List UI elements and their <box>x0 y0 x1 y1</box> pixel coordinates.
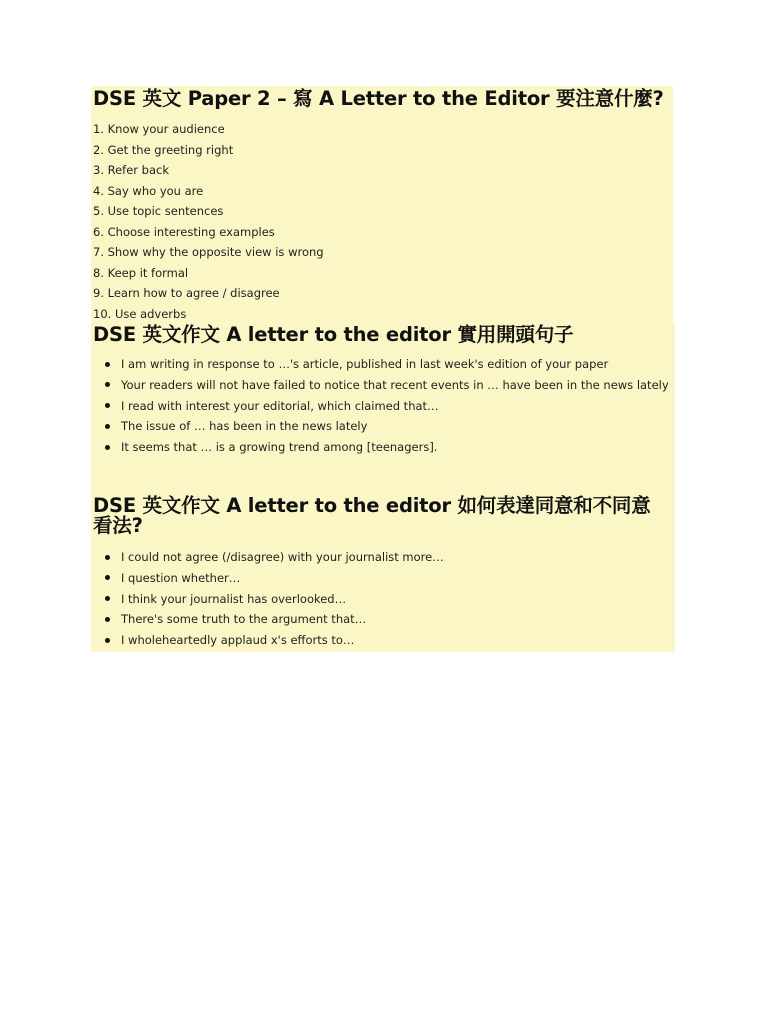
bullet-icon <box>105 617 110 622</box>
list-item: 6. Choose interesting examples <box>93 224 275 239</box>
list-item: 1. Know your audience <box>93 122 225 136</box>
bullet-icon <box>105 403 110 408</box>
list-item-text: I read with interest your editorial, which claimed that… <box>121 398 439 413</box>
list-item-text: The issue of … has been in the news lately <box>121 419 368 434</box>
list-item <box>103 354 669 375</box>
list-item-text: I question whether… <box>121 570 241 585</box>
list-item: 9. Learn how to agree / disagree <box>93 286 280 300</box>
list-item <box>103 589 444 610</box>
list-item: 10. Use adverbs <box>93 306 187 321</box>
list-item-text: I think your journalist has overlooked… <box>121 591 347 606</box>
tips-list <box>93 119 324 324</box>
bullet-icon <box>105 362 110 367</box>
list-item: 4. Say who you are <box>93 183 204 198</box>
bullet-icon <box>105 382 110 387</box>
agree-disagree-heading: DSE 英文作文 A letter to the editor 如何表達同意和不同意看法? <box>93 494 651 537</box>
bullet-icon <box>105 575 110 580</box>
list-item <box>103 437 669 458</box>
bullet-icon <box>105 555 110 560</box>
list-item: 8. Keep it formal <box>93 265 189 280</box>
list-item <box>103 547 444 568</box>
list-item <box>103 416 669 437</box>
list-item-text: It seems that … is a growing trend among [teenagers]. <box>121 440 438 455</box>
list-item: 3. Refer back <box>93 163 170 177</box>
bullet-icon <box>105 638 110 643</box>
bullet-icon <box>105 424 110 429</box>
list-item: 5. Use topic sentences <box>93 204 224 218</box>
list-item: 2. Get the greeting right <box>93 142 234 157</box>
bullet-icon <box>105 445 110 450</box>
tips-section <box>91 86 673 322</box>
list-item <box>103 568 444 589</box>
tips-heading: DSE 英文 Paper 2 – 寫 A Letter to the Editor 要注意什麼? <box>93 87 664 110</box>
list-item-text: I wholeheartedly applaud x's efforts to… <box>121 633 355 648</box>
phrases-section <box>91 322 675 652</box>
list-item <box>103 375 669 396</box>
list-item <box>103 396 669 417</box>
list-item <box>103 609 444 630</box>
opening-sentences-heading: DSE 英文作文 A letter to the editor 實用開頭句子 <box>93 323 574 346</box>
list-item-text: Your readers will not have failed to notice that recent events in … have been in the news lately <box>121 377 669 392</box>
list-item <box>103 630 444 651</box>
agree-disagree-list <box>103 547 444 651</box>
list-item-text: I could not agree (/disagree) with your journalist more… <box>121 550 444 564</box>
bullet-icon <box>105 596 110 601</box>
list-item-text: I am writing in response to …'s article, published in last week's edition of your paper <box>121 357 609 371</box>
opening-sentences-list <box>103 354 669 458</box>
list-item-text: There's some truth to the argument that… <box>121 612 367 627</box>
list-item: 7. Show why the opposite view is wrong <box>93 245 324 259</box>
